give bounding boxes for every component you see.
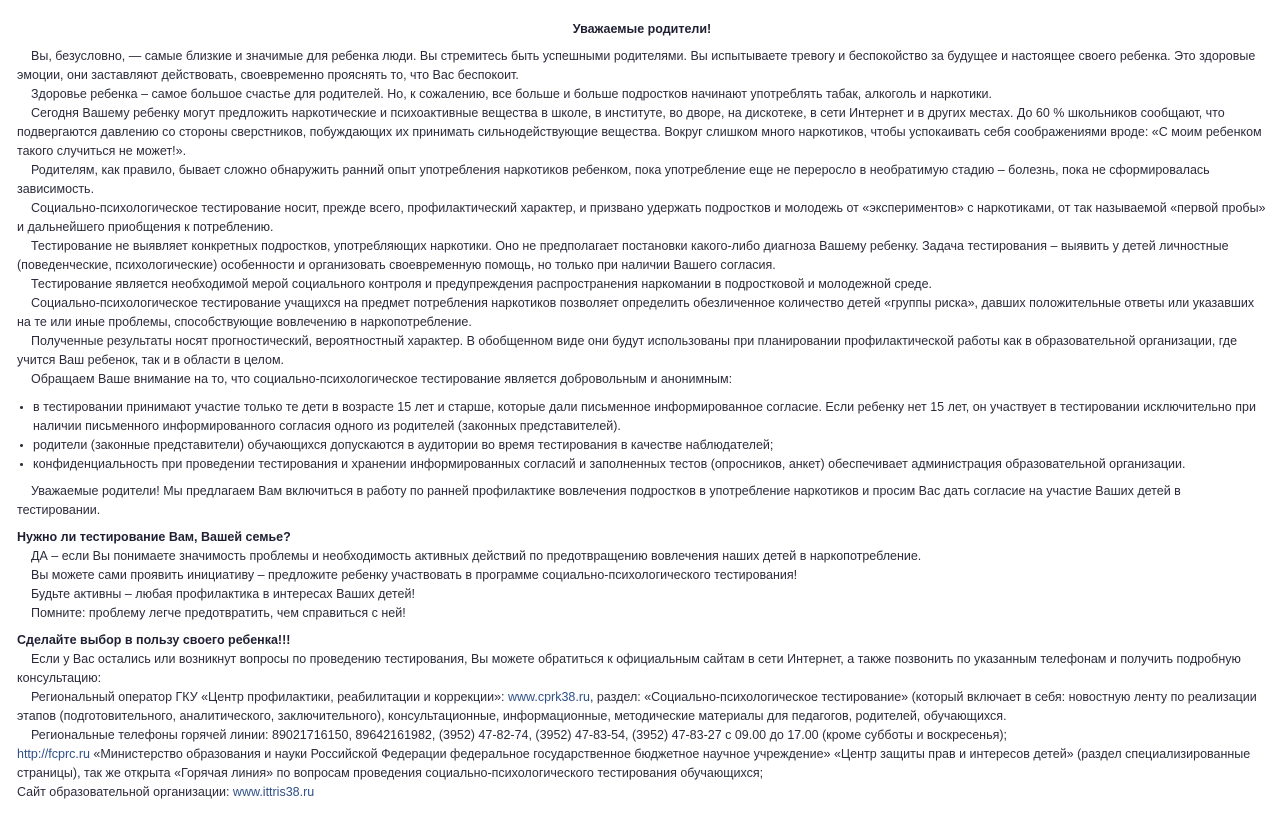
list-item: • в тестировании принимают участие только те дети в возрасте 15 лет и старше, которые дали письменное информированное согласие. Если ребенку нет 15 лет, он участвует в тестировании исключительно при наличии письменного информированного согласия одного из родителей (законных представителей). xyxy=(33,398,1267,436)
section-heading-choice: Сделайте выбор в пользу своего ребенка!!! xyxy=(17,633,291,647)
contact-intro: Если у Вас остались или возникнут вопросы по проведению тестирования, Вы можете обратиться к официальным сайтам в сети Интернет, а также позвонить по указанным телефонам и получить подробную консультацию: xyxy=(17,652,1241,685)
list-item: • родители (законные представители) обучающихся допускаются в аудитории во время тестирования в качестве наблюдателей; xyxy=(33,436,1267,455)
intro-paragraph: Вы, безусловно, — самые близкие и значимые для ребенка люди. Вы стремитесь быть успешными родителями. Вы испытываете тревогу и беспокойство за будущее и настоящее своего ребенка. Это здоровые эмоции, они заставляют действовать, своевременно прояснять то, что Вас беспокоит. xyxy=(17,49,1256,82)
intro-paragraph: Сегодня Вашему ребенку могут предложить наркотические и психоактивные вещества в школе, в институте, во дворе, на дискотеке, в сети Интернет и в других местах. До 60 % школьников сообщают, что подвергаются давлению со стороны сверстников, побуждающих их принимать сильнодействующие вещества. Вокруг слишком много наркотиков, чтобы успокаивать себя соображениями вроде: «С моим ребенком такого случиться не может!». xyxy=(17,106,1262,158)
need-line: Будьте активны – любая профилактика в интересах Ваших детей! xyxy=(31,587,415,601)
document-page xyxy=(0,20,1284,802)
intro-paragraph: Тестирование не выявляет конкретных подростков, употребляющих наркотики. Оно не предполагает постановки какого-либо диагноза Вашему ребенку. Задача тестирования – выявить у детей личностные (поведенческие, психологические) особенности и организовать своевременную помощь, но только при наличии Вашего согласия. xyxy=(17,239,1229,272)
need-line: ДА – если Вы понимаете значимость проблемы и необходимость активных действий по предотвращению вовлечения наших детей в наркопотребление. xyxy=(31,549,922,563)
intro-paragraph: Полученные результаты носят прогностический, вероятностный характер. В обобщенном виде они будут использованы при планировании профилактической работы как в образовательной организации, где учится Ваш ребенок, так и в области в целом. xyxy=(17,334,1238,367)
school-site-label: Сайт образовательной организации: xyxy=(17,785,233,799)
school-site-link[interactable]: www.ittris38.ru xyxy=(232,785,315,799)
page-title: Уважаемые родители! xyxy=(572,22,712,36)
appeal-paragraph: Уважаемые родители! Мы предлагаем Вам включиться в работу по ранней профилактике вовлечения подростков в употребление наркотиков и просим Вас дать согласие на участие Ваших детей в тестировании. xyxy=(17,484,1181,517)
need-line: Вы можете сами проявить инициативу – предложите ребенку участвовать в программе социально-психологического тестирования! xyxy=(31,568,798,582)
operator-paragraph xyxy=(17,688,1267,726)
intro-paragraph: Здоровье ребенка – самое большое счастье для родителей. Но, к сожалению, все больше и больше подростков начинают употреблять табак, алкоголь и наркотики. xyxy=(31,87,992,101)
intro-paragraph: Социально-психологическое тестирование учащихся на предмет потребления наркотиков позволяет определить обезличенное количество детей «группы риска», давших положительные ответы или указавших на те или иные проблемы, способствующие вовлечению в наркопотребление. xyxy=(17,296,1255,329)
school-site-paragraph xyxy=(17,783,1267,802)
list-item: • конфиденциальность при проведении тестирования и хранении информированных согласий и заполненных тестов (опросников, анкет) обеспечивает администрация образовательной организации. xyxy=(33,455,1267,474)
ministry-text: «Министерство образования и науки Российской Федерации федеральное государственное бюджетное научное учреждение» «Центр защиты прав и интересов детей» (раздел специализированные страницы), так же открыта «Горячая линия» по вопросам проведения социально-психологического тестирования обучающихся; xyxy=(17,747,1251,780)
intro-paragraph: Обращаем Ваше внимание на то, что социально-психологическое тестирование является добровольным и анонимным: xyxy=(31,372,733,386)
section-heading-need: Нужно ли тестирование Вам, Вашей семье? xyxy=(17,530,291,544)
cprk38-link[interactable]: www.cprk38.ru xyxy=(507,690,590,704)
intro-paragraph: Родителям, как правило, бывает сложно обнаружить ранний опыт употребления наркотиков ребенком, пока употребление еще не переросло в необратимую стадию – болезнь, пока не сформировалась зависимость. xyxy=(17,163,1210,196)
operator-text-after: , раздел: «Социально-психологическое тестирование» (который включает в себя: новостную ленту по реализации этапов (подготовительного, аналитического, заключительного), консультационные, информационные, методические материалы для педагогов, родителей, обучающихся. xyxy=(17,690,1257,723)
intro-paragraph: Тестирование является необходимой мерой социального контроля и предупреждения распространения наркомании в подростковой и молодежной среде. xyxy=(31,277,933,291)
fcprc-link[interactable]: http://fcprc.ru xyxy=(17,747,90,761)
operator-text-before: Региональный оператор ГКУ «Центр профилактики, реабилитации и коррекции»: xyxy=(31,690,508,704)
need-line: Помните: проблему легче предотвратить, чем справиться с ней! xyxy=(31,606,406,620)
intro-paragraph: Социально-психологическое тестирование носит, прежде всего, профилактический характер, и призвано удержать подростков и молодежь от «экспериментов» с наркотиками, от так называемой «первой пробы» и дальнейшего приобщения к потреблению. xyxy=(17,201,1266,234)
conditions-list xyxy=(17,398,1267,474)
hotline-paragraph: Региональные телефоны горячей линии: 89021716150, 89642161982, (3952) 47-82-74, (3952) 47-83-54, (3952) 47-83-27 с 09.00 до 17.00 (кроме субботы и воскресенья); xyxy=(31,728,1007,742)
ministry-paragraph xyxy=(17,745,1267,783)
